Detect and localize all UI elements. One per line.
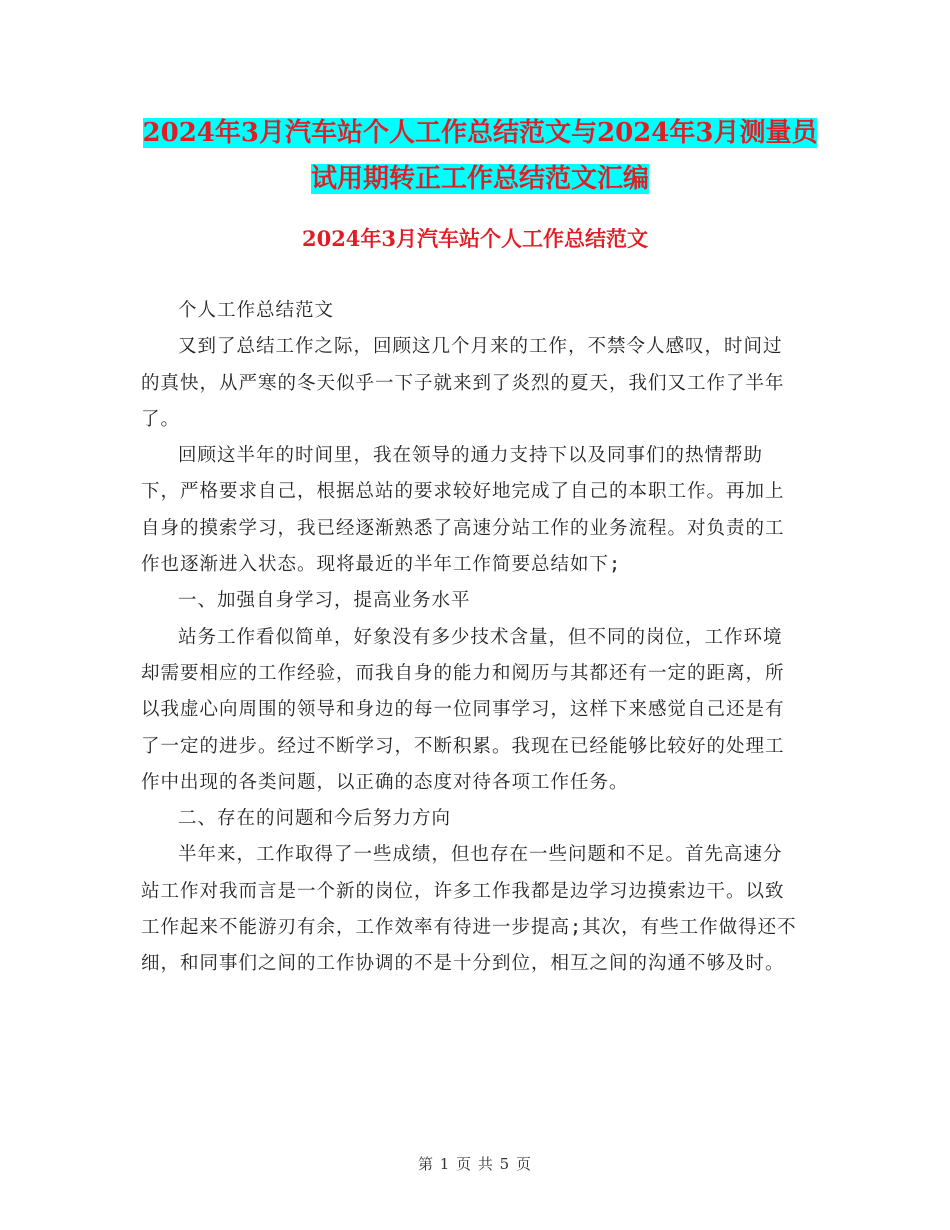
paragraph-heading: 二、存在的问题和今后努力方向 (178, 808, 452, 830)
paragraph: 回顾这半年的时间里，我在领导的通力支持下以及同事们的热情帮助下，严格要求自己，根据总站的要求较好地完成了自己的本职工作。再加上自身的摸索学习，我已经逐渐熟悉了高速分站工作的业务流程。对负责的工作也逐渐进入状态。现将最近的半年工作简要总结如下; (141, 445, 785, 576)
document-title-text: 2024年3月汽车站个人工作总结范文与2024年3月测量员试用期转正工作总结范文汇编 (142, 118, 818, 194)
page-footer: 第 1 页 共 5 页 (418, 1155, 532, 1173)
paragraph: 站务工作看似简单，好象没有多少技术含量，但不同的岗位，工作环境却需要相应的工作经验，而我自身的能力和阅历与其都还有一定的距离，所以我虚心向周围的领导和身边的每一位同事学习，这样下来感觉自己还是有了一定的进步。经过不断学习，不断积累。我现在已经能够比较好的处理工作中出现的各类问题，以正确的态度对待各项工作任务。 (141, 626, 785, 793)
section-title: 2024年3月汽车站个人工作总结范文 (301, 226, 649, 251)
document-title (140, 110, 820, 202)
paragraph: 又到了总结工作之际，回顾这几个月来的工作，不禁令人感叹，时间过的真快，从严寒的冬天似乎一下子就来到了炎烈的夏天，我们又工作了半年了。 (141, 336, 785, 430)
document-body (141, 293, 801, 983)
paragraph-heading: 个人工作总结范文 (178, 300, 335, 321)
paragraph: 半年来，工作取得了一些成绩，但也存在一些问题和不足。首先高速分站工作对我而言是一个新的岗位，许多工作我都是边学习边摸索边干。以致工作起来不能游刃有余，工作效率有待进一步提高;其次，有些工作做得还不细，和同事们之间的工作协调的不是十分到位，相互之间的沟通不够及时。 (141, 844, 797, 975)
paragraph-heading: 一、加强自身学习，提高业务水平 (178, 590, 471, 612)
